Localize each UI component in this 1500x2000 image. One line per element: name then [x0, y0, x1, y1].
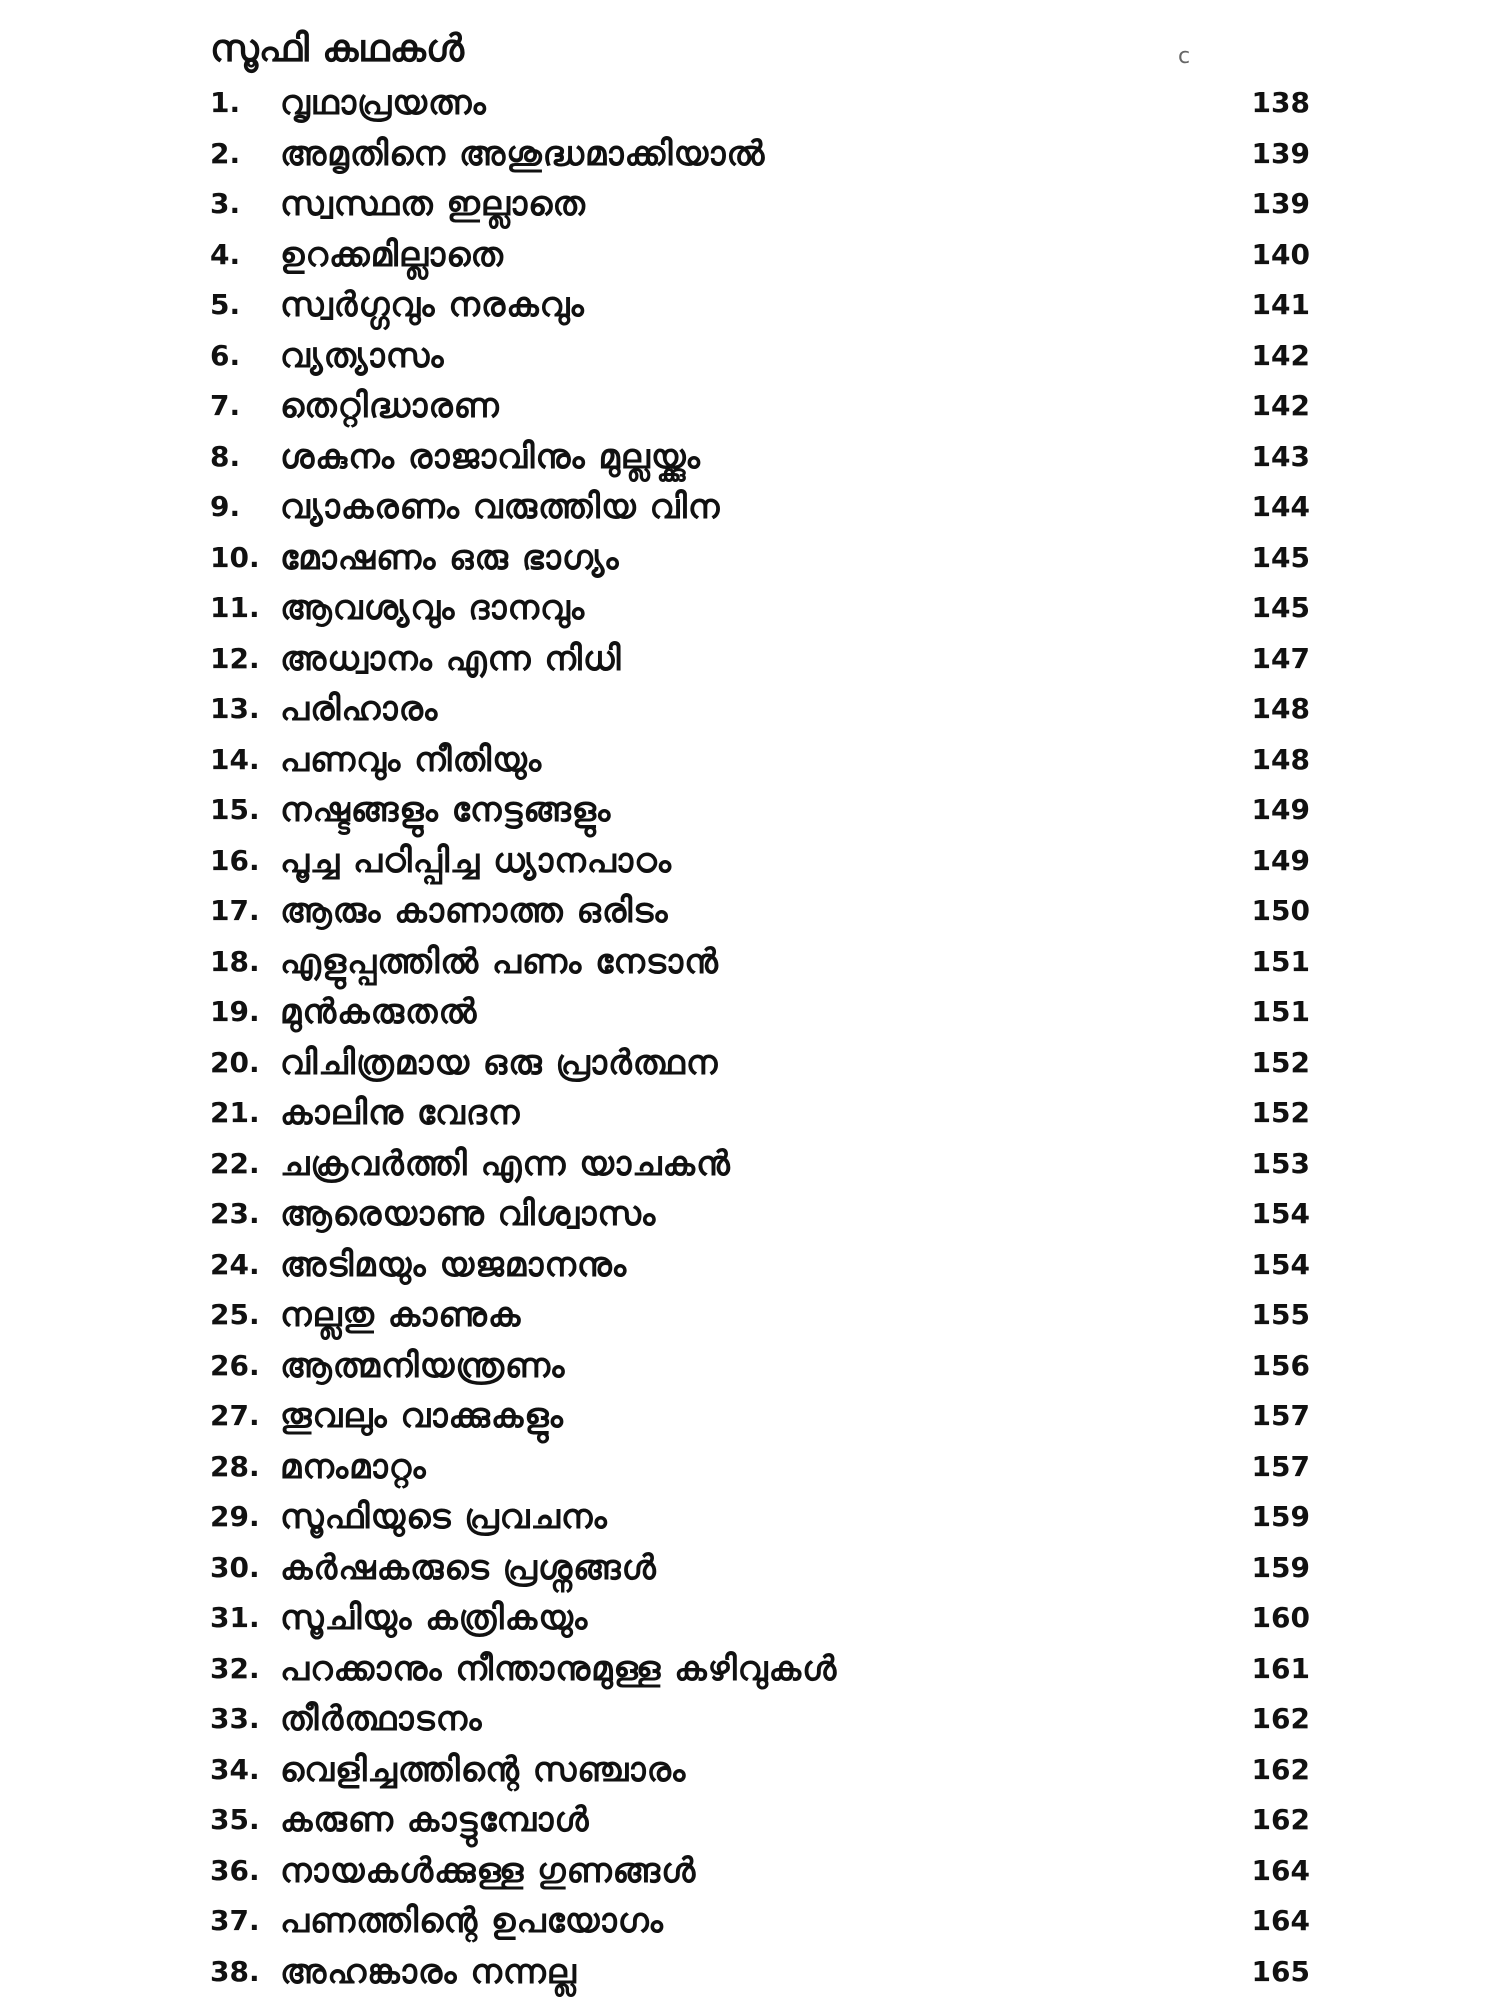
toc-entry — [210, 785, 1310, 836]
entry-title: അടിമയും യജമാനനും — [280, 1244, 628, 1285]
table-of-contents — [210, 78, 1310, 1997]
entry-title: സൂഫിയുടെ പ്രവചനം — [280, 1497, 608, 1537]
entry-page-number: 164 — [1251, 1904, 1310, 1937]
entry-page-number: 152 — [1251, 1045, 1310, 1079]
toc-entry — [210, 1240, 1310, 1291]
entry-number: 19. — [210, 995, 260, 1028]
entry-title: പണത്തിന്റെ ഉപയോഗം — [280, 1901, 664, 1941]
toc-entry — [210, 179, 1310, 230]
entry-page-number: 151 — [1251, 944, 1310, 978]
toc-entry — [210, 381, 1310, 432]
entry-number: 36. — [210, 1853, 260, 1887]
entry-number: 12. — [210, 641, 260, 675]
entry-number: 24. — [210, 1247, 260, 1281]
entry-title: കാലിനു വേദന — [280, 1093, 521, 1133]
stray-mark: c — [1178, 44, 1191, 69]
entry-title: ആരെയാണു വിശ്വാസം — [280, 1194, 657, 1234]
entry-page-number: 151 — [1251, 995, 1310, 1028]
entry-page-number: 155 — [1251, 1298, 1310, 1331]
entry-title: ആരും കാണാത്ത ഒരിടം — [280, 891, 669, 931]
entry-title: വ്യാകരണം വരുത്തിയ വിന — [280, 487, 721, 527]
toc-entry — [210, 1745, 1310, 1796]
entry-title: കർഷകരുടെ പ്രശ്നങ്ങൾ — [280, 1547, 657, 1588]
toc-entry — [210, 533, 1310, 584]
entry-title: കരുണ കാട്ടുമ്പോൾ — [280, 1800, 590, 1840]
entry-title: മോഷണം ഒരു ഭാഗ്യം — [280, 537, 620, 578]
entry-page-number: 157 — [1251, 1449, 1310, 1483]
entry-number: 15. — [210, 793, 260, 826]
entry-title: അധ്വാനം എന്ന നിധി — [280, 638, 622, 679]
entry-number: 5. — [210, 288, 241, 321]
toc-entry — [210, 1189, 1310, 1240]
entry-number: 10. — [210, 540, 260, 574]
entry-number: 8. — [210, 439, 241, 473]
toc-entry — [210, 280, 1310, 331]
entry-number: 22. — [210, 1146, 260, 1180]
entry-number: 3. — [210, 187, 241, 220]
entry-title: അമൃതിനെ അശുദ്ധമാക്കിയാൽ — [280, 133, 766, 174]
entry-number: 9. — [210, 490, 241, 523]
entry-title: അഹങ്കാരം നന്നല്ല — [280, 1951, 577, 1992]
entry-number: 30. — [210, 1550, 260, 1584]
entry-page-number: 159 — [1251, 1550, 1310, 1584]
entry-number: 14. — [210, 742, 260, 776]
entry-number: 32. — [210, 1651, 260, 1685]
entry-title: നായകൾക്കുള്ള ഗുണങ്ങൾ — [280, 1850, 697, 1891]
entry-page-number: 164 — [1251, 1853, 1310, 1887]
entry-page-number: 138 — [1251, 86, 1310, 119]
entry-number: 35. — [210, 1803, 260, 1836]
entry-title: വെളിച്ചത്തിന്റെ സഞ്ചാരം — [280, 1749, 687, 1790]
entry-page-number: 140 — [1251, 237, 1310, 271]
entry-number: 23. — [210, 1197, 260, 1230]
toc-entry — [210, 1139, 1310, 1190]
entry-page-number: 159 — [1251, 1500, 1310, 1533]
toc-entry — [210, 684, 1310, 735]
entry-number: 21. — [210, 1096, 260, 1129]
entry-number: 34. — [210, 1752, 260, 1786]
toc-entry — [210, 1694, 1310, 1745]
entry-title: ആത്മനിയന്ത്രണം — [280, 1345, 566, 1386]
entry-title: വൃഥാപ്രയത്നം — [280, 83, 487, 123]
entry-title: പറക്കാനും നീന്താനുമുള്ള കഴിവുകൾ — [280, 1648, 838, 1689]
entry-number: 27. — [210, 1399, 260, 1432]
entry-page-number: 156 — [1251, 1348, 1310, 1382]
toc-entry — [210, 1290, 1310, 1341]
entry-page-number: 149 — [1251, 843, 1310, 877]
entry-page-number: 152 — [1251, 1096, 1310, 1129]
entry-page-number: 148 — [1251, 692, 1310, 725]
entry-page-number: 150 — [1251, 894, 1310, 927]
entry-number: 26. — [210, 1348, 260, 1382]
entry-title: മനംമാറ്റം — [280, 1446, 427, 1487]
entry-page-number: 141 — [1251, 288, 1310, 321]
toc-entry — [210, 129, 1310, 180]
entry-title: ചക്രവർത്തി എന്ന യാചകൻ — [280, 1143, 731, 1184]
entry-title: വിചിത്രമായ ഒരു പ്രാർത്ഥന — [280, 1042, 719, 1083]
toc-entry — [210, 1896, 1310, 1947]
toc-entry — [210, 1341, 1310, 1392]
entry-page-number: 139 — [1251, 136, 1310, 170]
entry-number: 2. — [210, 136, 241, 170]
entry-page-number: 162 — [1251, 1752, 1310, 1786]
entry-title: എളുപ്പത്തിൽ പണം നേടാൻ — [280, 941, 719, 982]
toc-entry — [210, 937, 1310, 988]
entry-number: 33. — [210, 1702, 260, 1735]
toc-entry — [210, 886, 1310, 937]
toc-entry — [210, 634, 1310, 685]
entry-page-number: 143 — [1251, 439, 1310, 473]
entry-number: 13. — [210, 692, 260, 725]
entry-number: 18. — [210, 944, 260, 978]
toc-entry — [210, 1644, 1310, 1695]
toc-entry — [210, 482, 1310, 533]
entry-page-number: 154 — [1251, 1197, 1310, 1230]
entry-title: പണവും നീതിയും — [280, 739, 543, 780]
toc-entry — [210, 432, 1310, 483]
toc-entry — [210, 1947, 1310, 1998]
entry-page-number: 154 — [1251, 1247, 1310, 1281]
toc-entry — [210, 1038, 1310, 1089]
entry-page-number: 162 — [1251, 1702, 1310, 1735]
entry-title: സൂചിയും കത്രികയും — [280, 1598, 589, 1638]
entry-page-number: 165 — [1251, 1954, 1310, 1988]
entry-number: 17. — [210, 894, 260, 927]
entry-number: 7. — [210, 389, 241, 422]
entry-title: മുൻകരുതൽ — [280, 992, 478, 1032]
toc-entry — [210, 78, 1310, 129]
entry-number: 31. — [210, 1601, 260, 1634]
toc-entry — [210, 1846, 1310, 1897]
entry-page-number: 145 — [1251, 591, 1310, 624]
entry-number: 20. — [210, 1045, 260, 1079]
entry-number: 16. — [210, 843, 260, 877]
entry-number: 6. — [210, 338, 241, 372]
entry-title: നഷ്ടങ്ങളും നേട്ടങ്ങളും — [280, 790, 612, 830]
entry-title: സ്വസ്ഥത ഇല്ലാതെ — [280, 184, 586, 224]
entry-number: 4. — [210, 237, 241, 271]
toc-entry — [210, 331, 1310, 382]
entry-title: തീർത്ഥാടനം — [280, 1699, 483, 1739]
toc-entry — [210, 836, 1310, 887]
entry-title: നല്ലതു കാണുക — [280, 1295, 522, 1335]
entry-page-number: 160 — [1251, 1601, 1310, 1634]
toc-entry — [210, 1543, 1310, 1594]
entry-page-number: 142 — [1251, 389, 1310, 422]
toc-entry — [210, 1088, 1310, 1139]
entry-number: 11. — [210, 591, 260, 624]
entry-page-number: 148 — [1251, 742, 1310, 776]
toc-entry — [210, 230, 1310, 281]
entry-page-number: 139 — [1251, 187, 1310, 220]
entry-number: 25. — [210, 1298, 260, 1331]
entry-title: പൂച്ച പഠിപ്പിച്ച ധ്യാനപാഠം — [280, 840, 672, 881]
toc-entry — [210, 1492, 1310, 1543]
toc-entry — [210, 1795, 1310, 1846]
entry-title: ശകുനം രാജാവിനും മുല്ലയ്ക്കും — [280, 436, 701, 477]
entry-page-number: 145 — [1251, 540, 1310, 574]
toc-entry — [210, 583, 1310, 634]
toc-entry — [210, 1391, 1310, 1442]
entry-title: ഉറക്കമില്ലാതെ — [280, 234, 504, 275]
entry-page-number: 162 — [1251, 1803, 1310, 1836]
section-heading: സൂഫി കഥകൾ — [210, 26, 465, 70]
toc-entry — [210, 1593, 1310, 1644]
entry-title: തൂവലും വാക്കുകളും — [280, 1396, 564, 1436]
entry-title: ആവശ്യവും ദാനവും — [280, 588, 586, 628]
entry-number: 29. — [210, 1500, 260, 1533]
entry-number: 38. — [210, 1954, 260, 1988]
entry-number: 1. — [210, 86, 241, 119]
entry-page-number: 142 — [1251, 338, 1310, 372]
entry-title: പരിഹാരം — [280, 689, 439, 729]
entry-number: 37. — [210, 1904, 260, 1937]
entry-page-number: 157 — [1251, 1399, 1310, 1432]
entry-number: 28. — [210, 1449, 260, 1483]
entry-page-number: 149 — [1251, 793, 1310, 826]
toc-entry — [210, 735, 1310, 786]
entry-title: വ്യത്യാസം — [280, 335, 445, 376]
entry-title: തെറ്റിദ്ധാരണ — [280, 386, 500, 426]
toc-entry — [210, 987, 1310, 1038]
entry-page-number: 153 — [1251, 1146, 1310, 1180]
toc-entry — [210, 1442, 1310, 1493]
entry-page-number: 144 — [1251, 490, 1310, 523]
entry-page-number: 161 — [1251, 1651, 1310, 1685]
entry-page-number: 147 — [1251, 641, 1310, 675]
entry-title: സ്വർഗ്ഗവും നരകവും — [280, 285, 585, 325]
